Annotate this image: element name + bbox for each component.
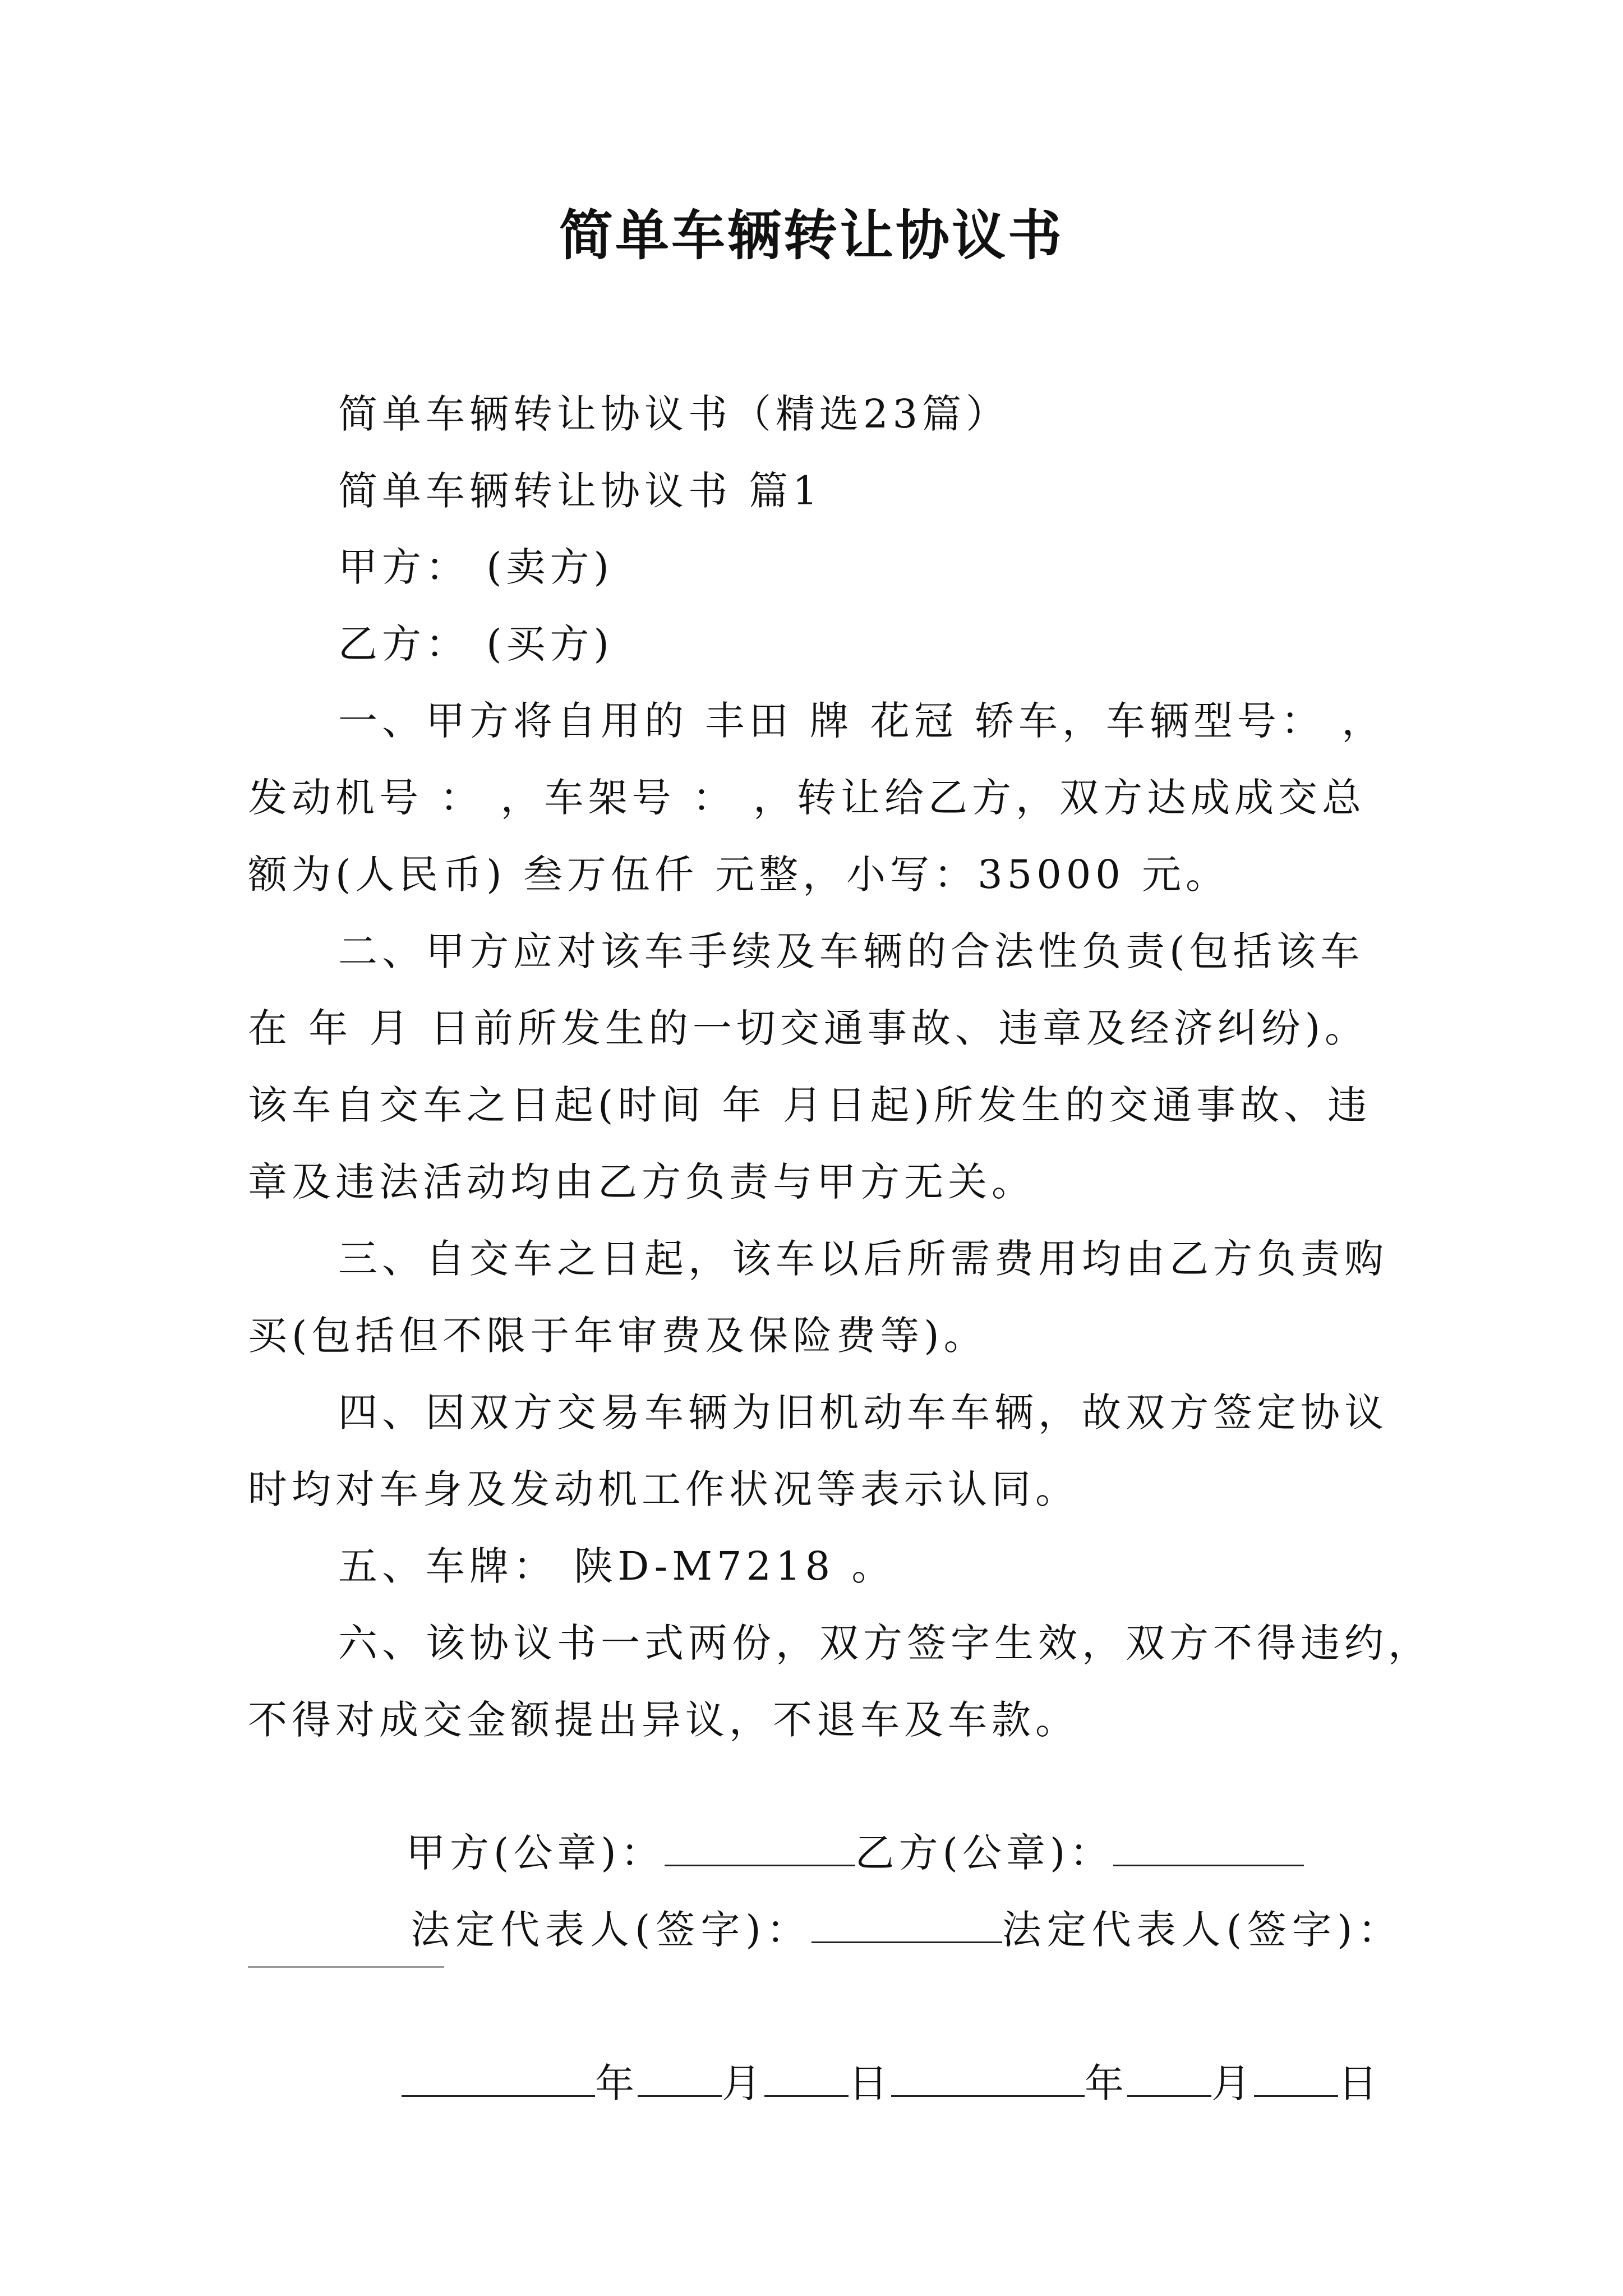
rep-b-label: 法定代表人(签字)： <box>1002 1907 1403 1953</box>
representative-line <box>338 1846 1403 2014</box>
rep-b-blank <box>248 1966 444 1968</box>
section-heading: 简单车辆转让协议书 篇1 <box>338 468 822 514</box>
date-line <box>338 1999 1381 2168</box>
seal-b-label: 乙方(公章)： <box>855 1830 1114 1876</box>
clause-1-line-2: 发动机号 ： ，车架号 ： ，转让给乙方，双方达成成交总 <box>248 775 1366 821</box>
clause-2-line-1: 二、甲方应对该车手续及车辆的合法性负责(包括该车 <box>338 928 1364 974</box>
clause-2-line-3: 该车自交车之日起(时间 年 月日起)所发生的交通事故、违 <box>248 1082 1372 1128</box>
clause-2-line-2: 在 年 月 日前所发生的一切交通事故、违章及经济纠纷)。 <box>248 1005 1369 1051</box>
date-b-day-blank <box>1254 2062 1338 2097</box>
rep-a-blank <box>811 1908 1002 1943</box>
clause-5-line: 五、车牌： 陕D-M7218 。 <box>338 1543 896 1589</box>
party-a-line: 甲方： (卖方) <box>338 544 614 590</box>
date-a-year-blank <box>402 2062 595 2097</box>
clause-1-line-3: 额为(人民币) 叁万伍仟 元整，小写：35000 元。 <box>248 852 1230 898</box>
date-a-year: 年 <box>595 2060 638 2106</box>
date-b-year: 年 <box>1085 2060 1128 2106</box>
clause-6-line-2: 不得对成交金额提出异议，不退车及车款。 <box>248 1697 1079 1743</box>
subtitle: 简单车辆转让协议书（精选23篇） <box>338 391 1010 437</box>
date-a-month-blank <box>638 2062 722 2097</box>
clause-3-line-2: 买(包括但不限于年审费及保险费等)。 <box>248 1313 988 1359</box>
date-b-day: 日 <box>1338 2060 1381 2106</box>
date-b-month-blank <box>1127 2062 1211 2097</box>
date-a-day: 日 <box>849 2060 892 2106</box>
document-title: 简单车辆转让协议书 <box>559 204 1064 267</box>
party-b-line: 乙方： (买方) <box>338 621 614 667</box>
date-a-month: 月 <box>722 2060 765 2106</box>
clause-2-line-4: 章及违法活动均由乙方负责与甲方无关。 <box>248 1159 1035 1205</box>
date-b-year-blank <box>891 2062 1085 2097</box>
clause-3-line-1: 三、自交车之日起，该车以后所需费用均由乙方负责购 <box>338 1236 1388 1282</box>
clause-1-line-1: 一、甲方将自用的 丰田 牌 花冠 轿车，车辆型号： ， <box>338 698 1386 744</box>
seal-a-label: 甲方(公章)： <box>406 1830 665 1876</box>
date-b-month: 月 <box>1211 2060 1255 2106</box>
date-a-day-blank <box>764 2062 849 2097</box>
clause-4-line-1: 四、因双方交易车辆为旧机动车车辆，故双方签定协议 <box>338 1389 1388 1435</box>
rep-a-label: 法定代表人(签字)： <box>411 1907 811 1953</box>
clause-4-line-2: 时均对车身及发动机工作状况等表示认同。 <box>248 1466 1079 1512</box>
clause-6-line-1: 六、该协议书一式两份，双方签字生效，双方不得违约， <box>338 1620 1432 1666</box>
